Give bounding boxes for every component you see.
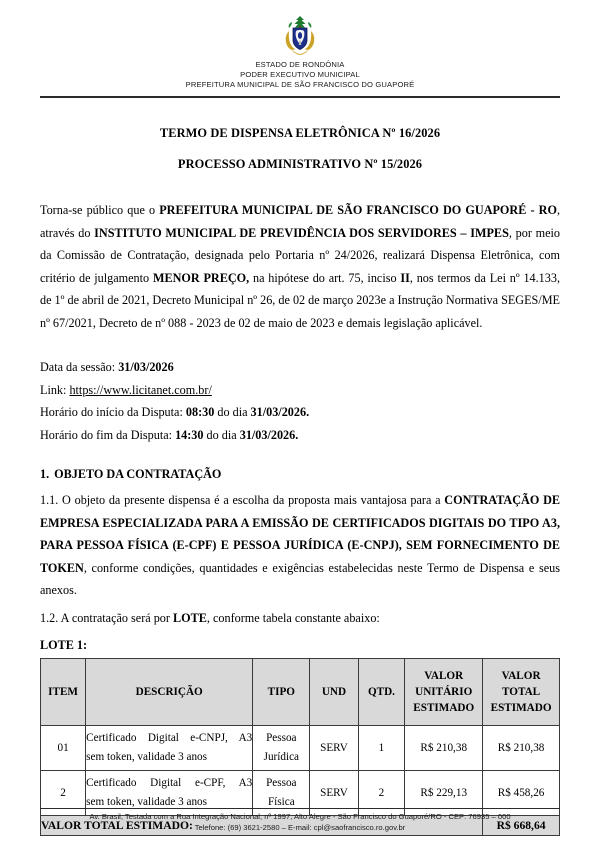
dispute-start-time: 08:30 (185, 405, 215, 419)
row-1-descricao (86, 726, 253, 771)
dispute-start-label: Horário do início da Disputa: (40, 405, 186, 419)
clause-1-2-text-1: 1.2. A contratação será por (40, 610, 173, 625)
footer-address: Av. Brasil, Testada com a Rua Integração Nacional, nº 1997, Alto Alegre - São Francisco do Guaporé/RO - CEP: 76935 – 000 (89, 812, 511, 821)
table-header-row (41, 659, 560, 726)
row-1-valor-total: R$ 210,38 (483, 726, 560, 771)
dispute-end-mid: do dia (203, 427, 240, 442)
rondonia-coat-of-arms-icon (283, 14, 317, 56)
total-label: VALOR TOTAL ESTIMADO: (41, 816, 483, 836)
row-1-item: 01 (41, 726, 86, 771)
letterhead (40, 0, 560, 98)
row-1-qtd: 1 (358, 726, 405, 771)
header-valor-total (483, 659, 560, 726)
dispute-end-label: Horário do fim da Disputa: (40, 427, 176, 442)
session-date-value: 31/03/2026 (118, 360, 174, 374)
clause-1-1 (40, 489, 560, 602)
row-2-qtd: 2 (358, 771, 405, 816)
row-1-valor-unitario: R$ 210,38 (405, 726, 483, 771)
row-1-tipo (253, 726, 310, 771)
dispute-end-time: 14:30 (175, 427, 204, 442)
clause-1-2 (40, 607, 560, 630)
intro-text-3: , por meio da Comissão de Contratação, designada pelo Portaria nº 24/2026, realizará Dispensa Eletrônica, com critério de julgamento (40, 225, 560, 285)
header-tipo: TIPO (253, 659, 310, 726)
footer-divider (40, 808, 560, 809)
intro-entity-prefeitura: PREFEITURA MUNICIPAL DE SÃO FRANCISCO DO GUAPORÉ - RO (159, 203, 557, 217)
dispute-start-date: 31/03/2026. (250, 405, 310, 419)
licitanet-link[interactable]: https://www.licitanet.com.br/ (69, 382, 212, 397)
row-2-tipo-l1: Pessoa (266, 777, 297, 789)
header-qtd: QTD. (358, 659, 405, 726)
header-valor-total-l3: ESTIMADO (490, 702, 552, 714)
dispute-end-line (40, 424, 560, 447)
clause-1-1-text-1: 1.1. O objeto da presente dispensa é a escolha da proposta mais vantajosa para a (40, 493, 445, 507)
process-title: PROCESSO ADMINISTRATIVO Nº 15/2026 (177, 157, 423, 171)
row-1-desc-l2: sem token, validade 3 anos (86, 751, 207, 763)
row-2-desc-l1: Certificado Digital e-CPF, A3 (86, 777, 253, 789)
intro-text-4: na hipótese do art. 75, inciso (249, 270, 401, 285)
header-valor-unitario-l1: VALOR (424, 670, 464, 682)
row-1-tipo-l2: Jurídica (263, 751, 300, 763)
session-link-label: Link: (40, 382, 70, 397)
header-valor-total-l1: VALOR (501, 670, 541, 682)
intro-paragraph (40, 199, 560, 334)
row-2-valor-unitario: R$ 229,13 (405, 771, 483, 816)
dispute-start-line (40, 401, 560, 424)
row-1-tipo-l1: Pessoa (266, 732, 297, 744)
page-footer (40, 808, 560, 833)
header-valor-unitario-l2: UNITÁRIO (415, 686, 473, 698)
letterhead-line-power: PODER EXECUTIVO MUNICIPAL (240, 70, 360, 79)
session-date-line (40, 356, 560, 379)
session-info-block (40, 356, 560, 446)
row-2-item: 2 (41, 771, 86, 816)
clause-1-1-object: CONTRATAÇÃO DE EMPRESA ESPECIALIZADA PARA A EMISSÃO DE CERTIFICADOS DIGITAIS DO TIPO A3, PARA PESSOA FÍSICA (E-CPF) E PESSOA JURÍDICA (E-CNPJ), SEM FORNECIMENTO DE TOKEN (40, 493, 561, 575)
row-1-und: SERV (310, 726, 358, 771)
clause-1-2-text-2: , conforme tabela constante abaixo: (206, 610, 380, 625)
letterhead-line-state: ESTADO DE RONDÔNIA (255, 60, 345, 69)
section-1-heading (40, 467, 560, 482)
clause-1-1-text-2: , conforme condições, quantidades e exigências estabelecidas neste Termo de Dispensa e seus anexos. (40, 560, 560, 597)
dispute-end-date: 31/03/2026. (239, 427, 299, 442)
dispute-start-mid: do dia (214, 405, 251, 419)
header-valor-total-l2: TOTAL (502, 686, 541, 698)
row-2-desc-l2: sem token, validade 3 anos (86, 796, 207, 808)
row-2-tipo-l2: Física (267, 796, 295, 808)
clause-1-2-lote: LOTE (173, 610, 207, 625)
intro-text-1: Torna-se público que o (40, 203, 160, 217)
row-2-valor-total: R$ 458,26 (483, 771, 560, 816)
lote-1-label: LOTE 1: (40, 638, 88, 652)
session-link-line (40, 379, 560, 402)
intro-text-2: , através do (40, 203, 560, 240)
header-valor-unitario-l3: ESTIMADO (413, 702, 475, 714)
row-2-und: SERV (310, 771, 358, 816)
header-descricao: DESCRIÇÃO (86, 659, 253, 726)
document-title: TERMO DE DISPENSA ELETRÔNICA Nº 16/2026 (159, 126, 441, 140)
intro-criterio-menor-preco: MENOR PREÇO, (152, 270, 250, 285)
letterhead-line-municipality: PREFEITURA MUNICIPAL DE SÃO FRANCISCO DO GUAPORÉ (185, 80, 415, 89)
row-1-desc-l1: Certificado Digital e-CNPJ, A3 (86, 732, 253, 744)
total-value: R$ 668,64 (483, 816, 560, 836)
intro-entity-impes: INSTITUTO MUNICIPAL DE PREVIDÊNCIA DOS SERVIDORES – IMPES (94, 225, 509, 240)
intro-text-5: , nos termos da Lei nº 14.133, de 1º de abril de 2021, Decreto Municipal nº 26, de 02 de março 2023e a Instrução Normativa SEGES/ME nº 67/2021, Decreto de nº 088 - 2023 de 02 de maio de 2023 e demais legislação aplicável. (40, 270, 561, 330)
intro-inciso: II (400, 270, 410, 285)
header-divider (40, 96, 560, 98)
footer-contact: Telefone: (69) 3621-2580 – E-mail: cpl@saofrancisco.ro.gov.br (194, 822, 406, 832)
session-date-label: Data da sessão: (40, 360, 119, 374)
header-item: ITEM (41, 659, 86, 726)
header-valor-unitario (405, 659, 483, 726)
section-1-number: 1. (40, 467, 50, 481)
header-und: UND (310, 659, 358, 726)
section-1-title: OBJETO DA CONTRATAÇÃO (54, 467, 222, 481)
table-row (41, 726, 560, 771)
